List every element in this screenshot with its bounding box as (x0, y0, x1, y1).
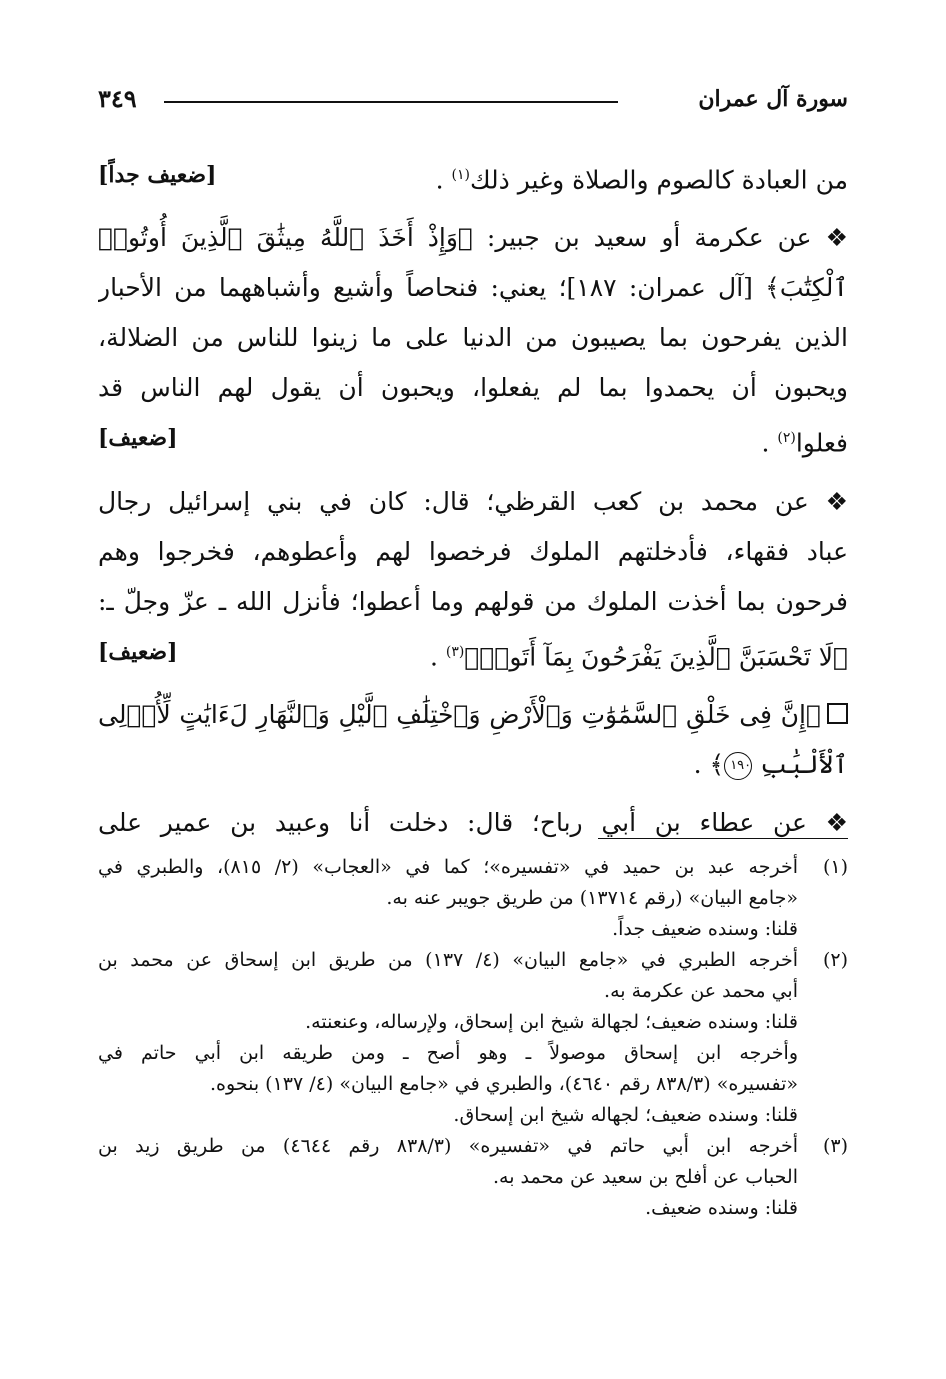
ayah-number-icon: ١٩٠ (724, 752, 752, 780)
footnote-line: قلنا: وسنده ضعيف؛ لجهاله شيخ ابن إسحاق. (453, 1104, 798, 1126)
footnote-number: (٢) (822, 949, 848, 971)
grade-label: [ضعيف] (98, 638, 178, 665)
square-icon (827, 703, 848, 724)
paragraph-1 (98, 150, 848, 205)
footnote-2 (98, 945, 848, 1131)
text-line: ❖ عن عطاء بن أبي رباح؛ قال: دخلت أنا وعبيد بن عمير على (98, 807, 848, 837)
text-line: فعلوا$^{(٢)}$ . [ضعيف] (98, 413, 848, 468)
footnote-number: (٣) (822, 1135, 848, 1157)
text-line: ❖ عن عكرمة أو سعيد بن جبير: ﴿وَإِذْ أَخَذَ ٱللَّهُ مِيثَٰقَ ٱلَّذِينَ أُوتُوا۟ (98, 223, 848, 253)
footnote-1 (98, 852, 848, 945)
verse-text: ﴿إِنَّ فِى خَلْقِ ٱلسَّمَٰوَٰتِ وَٱلْأَرْضِ وَٱخْتِلَٰفِ ٱلَّيْلِ وَٱلنَّهَارِ لَءَايَٰتٍ لِّأُو۟لِى (98, 699, 821, 729)
text-line: ٱلْكِتَٰبَ﴾ [آل عمران: ١٨٧]؛ يعني: فنحاصاً وأشيع وأشباههما من الأحبار (98, 273, 848, 303)
verse-text: ٱلْأَلْبَٰبِ (760, 749, 848, 779)
text-line (98, 690, 848, 740)
text-line: فرحون بما أخذت الملوك من قولهم وما أعطوا؛ فأنزل الله ـ عزّ وجلّ ـ: (98, 586, 848, 616)
footnote-line: الحباب عن أفلح بن سعيد عن محمد به. (493, 1166, 798, 1188)
footnote-ref-2[interactable]: (٢) (777, 430, 796, 447)
text-line: ❖ عن محمد بن كعب القرظي؛ قال: كان في بني إسرائيل رجال (98, 486, 848, 516)
footnote-ref-3[interactable]: (٣) (445, 643, 465, 660)
quran-verse (98, 690, 848, 790)
footnote-line: أخرجه الطبري في «جامع البيان» (٤/ ١٣٧) من طريق ابن إسحاق عن محمد بن (98, 949, 798, 971)
footnote-line: وأخرجه ابن إسحاق موصولاً ـ وهو أصح ـ ومن طريقه ابن أبي حاتم في (98, 1042, 798, 1064)
main-text (98, 150, 848, 856)
footnote-ref-1[interactable]: (١) (451, 167, 470, 183)
footnote-line: «جامع البيان» (رقم ١٣٧١٤) من طريق جويبر عنه به. (386, 887, 798, 909)
surah-title: سورة آل عمران (698, 86, 848, 112)
footnote-divider (598, 838, 848, 839)
page-header (98, 82, 848, 122)
footnote-3 (98, 1131, 848, 1224)
footnotes (98, 852, 848, 1224)
grade-label: [ضعيف] (98, 425, 178, 452)
footnote-number: (١) (822, 856, 848, 878)
footnote-line: قلنا: وسنده ضعيف جداً. (612, 918, 798, 940)
paragraph-2 (98, 213, 848, 468)
footnote-line: قلنا: وسنده ضعيف؛ لجهالة شيخ ابن إسحاق، ولإرساله، وعنعنته. (305, 1011, 798, 1033)
footnote-line: أبي محمد عن عكرمة به. (604, 980, 798, 1002)
footnote-line: «تفسيره» (٨٣٨/٣ رقم ٤٦٤٠)، والطبري في «جامع البيان» (٤/ ١٣٧) بنحوه. (210, 1073, 798, 1095)
footnote-line: أخرجه ابن أبي حاتم في «تفسيره» (٨٣٨/٣ رقم ٤٦٤٤) من طريق زيد بن (98, 1135, 798, 1157)
text-line: ٱلْأَلْبَٰبِ ١٩٠﴾ . (693, 749, 848, 779)
header-rule (164, 101, 618, 103)
text-span: ﴿لَا تَحْسَبَنَّ ٱلَّذِينَ يَفْرَحُونَ بِمَآ أَتَوا۟﴾ (464, 641, 848, 671)
text-line: ويحبون أن يحمدوا بما لم يفعلوا، ويحبون أن يقول لهم الناس قد (98, 373, 848, 403)
text-line: من العبادة كالصوم والصلاة وغير ذلك$^{(١)}$ . [ضعيف جداً] (98, 150, 848, 205)
paragraph-4 (98, 798, 848, 848)
page-number: ٣٤٩ (98, 84, 137, 113)
text-line: الذين يفرحون بما يصيبون من الدنيا على ما زينوا للناس من الضلالة، (98, 323, 848, 353)
text-span: من العبادة كالصوم والصلاة وغير ذلك (469, 165, 848, 195)
text-line: ﴿لَا تَحْسَبَنَّ ٱلَّذِينَ يَفْرَحُونَ بِمَآ أَتَوا۟﴾$^{(٣)}$ . [ضعيف] (98, 627, 848, 682)
grade-label: [ضعيف جداً] (98, 162, 217, 188)
footnote-line: قلنا: وسنده ضعيف. (645, 1197, 798, 1219)
paragraph-3 (98, 477, 848, 682)
text-span: فعلوا (795, 428, 848, 458)
text-line: عباد فقهاء، فأدخلتهم الملوك فرخصوا لهم وأعطوهم، فخرجوا وهم (98, 536, 848, 566)
footnote-line: أخرجه عبد بن حميد في «تفسيره»؛ كما في «العجاب» (٢/ ٨١٥)، والطبري في (98, 856, 798, 878)
